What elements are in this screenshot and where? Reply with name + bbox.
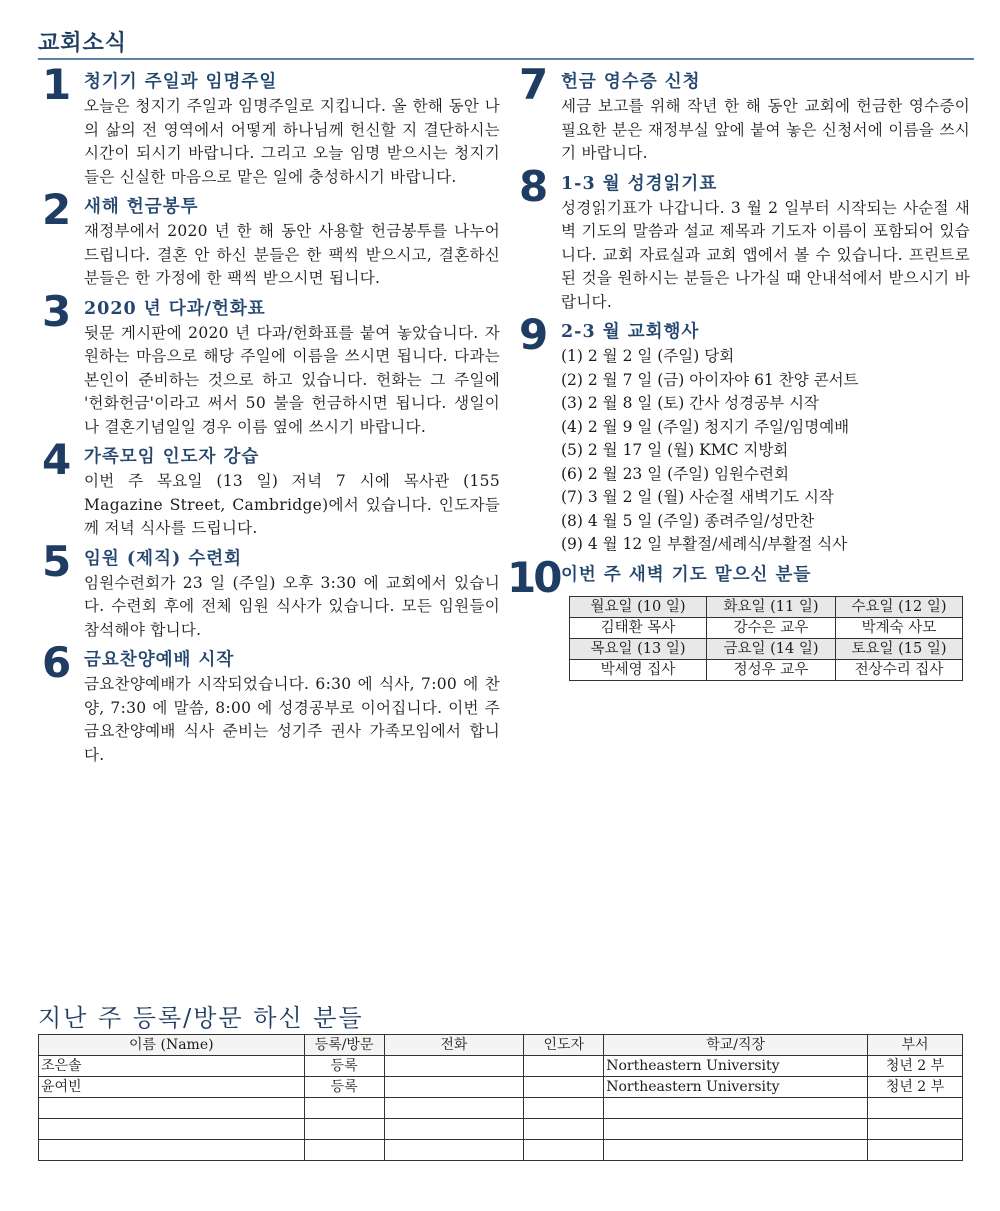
dawn-prayer-table xyxy=(569,596,963,681)
item-body: 금요찬양예배가 시작되었습니다. 6:30 에 식사, 7:00 에 찬양, 7:30 에 말씀, 8:00 에 성경공부로 이어집니다. 이번 주 금요찬양예배 식사 준비는 성기주 권사 가족모임에서 합니다. xyxy=(84,675,500,764)
table-row xyxy=(39,1119,963,1140)
table-cell: 정성우 교우 xyxy=(707,659,836,680)
item-body: 세금 보고를 위해 작년 한 해 동안 교회에 헌금한 영수증이 필요한 분은 재정부실 앞에 붙여 놓은 신청서에 이름을 쓰시기 바랍니다. xyxy=(561,97,970,162)
table-cell: Northeastern University xyxy=(604,1056,868,1077)
table-cell xyxy=(604,1119,868,1140)
page-header xyxy=(38,26,974,60)
table-cell xyxy=(39,1098,305,1119)
item-body: 오늘은 청지기 주일과 임명주일로 지킵니다. 올 한해 동안 나의 삶의 전 영역에서 어떻게 하나님께 헌신할 지 결단하시는 시간이 되시기 바랍니다. 그리고 오늘 임명 받으시는 청지기들은 신실한 마음으로 맡은 일에 충성하시기 바랍니다. xyxy=(84,97,500,186)
news-column-right xyxy=(507,60,970,687)
column-header: 이름 (Name) xyxy=(39,1035,305,1056)
table-cell xyxy=(384,1140,524,1161)
table-cell: Northeastern University xyxy=(604,1077,868,1098)
table-cell: 윤여빈 xyxy=(39,1077,305,1098)
table-cell xyxy=(39,1119,305,1140)
news-item xyxy=(38,185,500,291)
column-header: 등록/방문 xyxy=(304,1035,384,1056)
table-cell xyxy=(868,1098,963,1119)
table-row xyxy=(39,1077,963,1098)
table-cell: 박세영 집사 xyxy=(570,659,707,680)
table-row xyxy=(570,596,963,617)
column-header: 부서 xyxy=(868,1035,963,1056)
events-item xyxy=(515,310,970,557)
item-body: 성경읽기표가 나갑니다. 3 월 2 일부터 시작되는 사순절 새벽 기도의 말씀과 설교 제목과 기도자 이름이 포함되어 있습니다. 교회 자료실과 교회 앱에서 볼 수 있습니다. 프린트로 된 것을 원하시는 분들은 나가실 때 안내석에서 받으시기 바랍니다. xyxy=(561,198,970,311)
table-cell: 화요일 (11 일) xyxy=(707,596,836,617)
table-cell xyxy=(384,1077,524,1098)
item-title: 가족모임 인도자 강습 xyxy=(84,447,260,467)
news-item xyxy=(515,161,970,315)
item-body: 재정부에서 2020 년 한 해 동안 사용할 헌금봉투를 나누어 드립니다. 결혼 안 하신 분들은 한 팩씩 받으시고, 결혼하신 분들은 한 가정에 한 팩씩 받으시면 됩니다. xyxy=(84,222,500,287)
table-cell: 등록 xyxy=(304,1056,384,1077)
table-cell xyxy=(304,1098,384,1119)
event-item: (7) 3 월 2 일 (월) 사순절 새벽기도 시작 xyxy=(561,488,834,506)
event-item: (6) 2 월 23 일 (주일) 임원수련회 xyxy=(561,464,789,483)
item-number: 9 xyxy=(519,310,549,359)
news-item xyxy=(38,536,500,643)
table-cell xyxy=(604,1098,868,1119)
table-cell: 강수은 교우 xyxy=(707,617,836,638)
item-title: 헌금 영수증 신청 xyxy=(561,72,701,92)
item-number: 10 xyxy=(507,552,560,602)
news-column-left xyxy=(38,60,500,773)
event-item: (2) 2 월 7 일 (금) 아이자야 61 찬양 콘서트 xyxy=(561,370,859,389)
news-item xyxy=(38,638,500,767)
item-number: 2 xyxy=(42,185,72,234)
item-title: 임원 (제직) 수련회 xyxy=(84,548,243,569)
item-number: 5 xyxy=(42,536,72,586)
item-body: 임원수련회가 23 일 (주일) 오후 3:30 에 교회에서 있습니다. 수련회 후에 전체 임원 식사가 있습니다. 모든 임원들이 참석해야 합니다. xyxy=(84,573,500,639)
table-cell xyxy=(524,1056,604,1077)
table-cell xyxy=(384,1119,524,1140)
table-cell: 등록 xyxy=(304,1077,384,1098)
table-cell xyxy=(524,1098,604,1119)
table-cell: 전상수리 집사 xyxy=(836,659,963,680)
dawn-prayer-item xyxy=(507,552,970,681)
column-header: 인도자 xyxy=(524,1035,604,1056)
table-cell: 박계숙 사모 xyxy=(836,617,963,638)
news-item xyxy=(38,60,500,189)
event-item: (3) 2 월 8 일 (토) 간사 성경공부 시작 xyxy=(561,394,819,412)
item-title: 이번 주 새벽 기도 맡으신 분들 xyxy=(561,564,812,585)
table-cell: 목요일 (13 일) xyxy=(570,638,707,659)
table-cell xyxy=(384,1056,524,1077)
table-cell xyxy=(524,1119,604,1140)
column-header: 전화 xyxy=(384,1035,524,1056)
table-cell xyxy=(604,1140,868,1161)
table-cell xyxy=(304,1119,384,1140)
table-cell: 조은솔 xyxy=(39,1056,305,1077)
news-item xyxy=(38,286,500,440)
item-number: 4 xyxy=(42,435,72,484)
event-item: (4) 2 월 9 일 (주일) 청지기 주일/임명예배 xyxy=(561,417,850,436)
table-cell xyxy=(384,1098,524,1119)
visitors-title: 지난 주 등록/방문 하신 분들 xyxy=(38,1004,364,1032)
table-cell xyxy=(868,1140,963,1161)
item-title: 2-3 월 교회행사 xyxy=(561,322,700,342)
table-cell: 청년 2 부 xyxy=(868,1077,963,1098)
item-number: 8 xyxy=(519,161,549,211)
table-header-row xyxy=(39,1035,963,1056)
item-number: 7 xyxy=(519,60,549,109)
item-number: 3 xyxy=(42,286,72,336)
visitors-table xyxy=(38,1034,963,1161)
news-item xyxy=(515,60,970,166)
table-cell xyxy=(524,1077,604,1098)
page-title: 교회소식 xyxy=(38,30,128,56)
table-row xyxy=(570,659,963,680)
table-row xyxy=(39,1056,963,1077)
item-number: 6 xyxy=(42,638,72,687)
table-cell xyxy=(39,1140,305,1161)
table-row xyxy=(39,1098,963,1119)
event-item: (5) 2 월 17 일 (월) KMC 지방회 xyxy=(561,441,789,459)
item-title: 청기기 주일과 임명주일 xyxy=(84,72,278,92)
table-cell: 김태환 목사 xyxy=(570,617,707,638)
event-item: (9) 4 월 12 일 부활절/세례식/부활절 식사 xyxy=(561,535,848,553)
item-title: 1-3 월 성경읽기표 xyxy=(561,173,718,194)
event-item: (8) 4 월 5 일 (주일) 종려주일/성만찬 xyxy=(561,511,815,530)
table-cell: 수요일 (12 일) xyxy=(836,596,963,617)
table-row xyxy=(39,1140,963,1161)
table-cell xyxy=(304,1140,384,1161)
table-cell xyxy=(524,1140,604,1161)
item-title: 새해 헌금봉투 xyxy=(84,197,199,217)
table-row xyxy=(570,617,963,638)
item-title: 2020 년 다과/헌화표 xyxy=(84,298,266,319)
table-cell xyxy=(868,1119,963,1140)
news-item xyxy=(38,435,500,541)
item-body: 이번 주 목요일 (13 일) 저녁 7 시에 목사관 (155 Magazine Street, Cambridge)에서 있습니다. 인도자들께 저녁 식사를 드립니다. xyxy=(84,472,500,537)
item-body: 뒷문 게시판에 2020 년 다과/헌화표를 붙여 놓았습니다. 자원하는 마음으로 해당 주일에 이름을 쓰시면 됩니다. 다과는 본인이 준비하는 것으로 하고 있습니다. 헌화는 그 주일에 '헌화헌금'이라고 써서 50 불을 헌금하시면 됩니다. 생일이나 결혼기념일일 경우 이름 옆에 쓰시기 바랍니다. xyxy=(84,323,500,436)
item-title: 금요찬양예배 시작 xyxy=(84,650,235,670)
table-cell: 토요일 (15 일) xyxy=(836,638,963,659)
events-list xyxy=(561,345,970,557)
event-item: (1) 2 월 2 일 (주일) 당회 xyxy=(561,347,735,365)
column-header: 학교/직장 xyxy=(604,1035,868,1056)
table-cell: 월요일 (10 일) xyxy=(570,596,707,617)
table-row xyxy=(570,638,963,659)
table-cell: 청년 2 부 xyxy=(868,1056,963,1077)
table-cell: 금요일 (14 일) xyxy=(707,638,836,659)
item-number: 1 xyxy=(42,60,72,109)
